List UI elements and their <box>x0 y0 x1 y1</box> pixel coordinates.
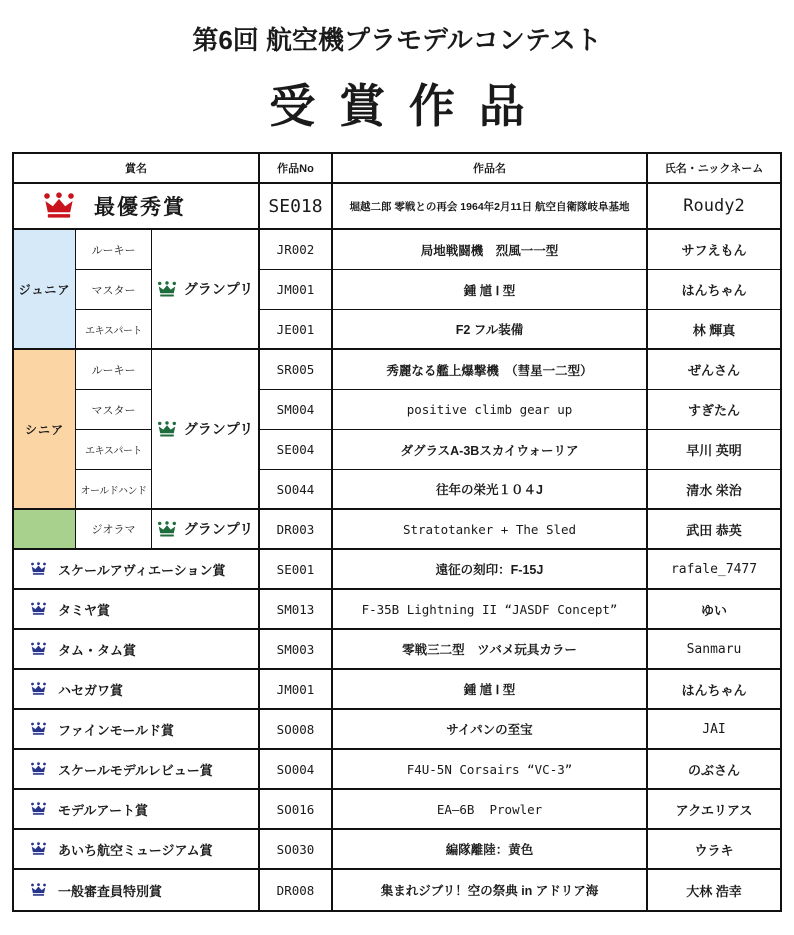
cell-no: SO030 <box>260 830 333 870</box>
grand-prix-cell <box>152 510 260 550</box>
special-award-label: ファインモールド賞 <box>58 722 174 738</box>
cell-no: SM003 <box>260 630 333 670</box>
class-cell: エキスパート <box>76 430 152 470</box>
grand-prix-cell <box>152 350 260 510</box>
special-award-label: モデルアート賞 <box>58 802 148 818</box>
crown-icon <box>30 883 47 897</box>
header-cell-name: 氏名・ニックネーム <box>648 154 780 184</box>
special-award-cell <box>14 630 260 670</box>
cell-work: F-35B Lightning II “JASDF Concept” <box>333 590 648 630</box>
awards-table <box>12 152 782 912</box>
special-award-label: タミヤ賞 <box>58 602 111 618</box>
special-award-label: スケールアヴィエーション賞 <box>58 562 226 578</box>
cell-name: はんちゃん <box>648 670 780 710</box>
cell-work: EA―6B Prowler <box>333 790 648 830</box>
cell-work: Stratotanker + The Sled <box>333 510 648 550</box>
crown-icon <box>30 562 47 576</box>
special-award-cell <box>14 830 260 870</box>
cell-name: Sanmaru <box>648 630 780 670</box>
cell-name: のぶさん <box>648 750 780 790</box>
cell-name: アクエリアス <box>648 790 780 830</box>
crown-icon <box>157 281 177 298</box>
crown-icon <box>30 642 47 656</box>
category-cell: シニア <box>14 350 76 510</box>
cell-no: SE004 <box>260 430 333 470</box>
class-cell: マスター <box>76 270 152 310</box>
cell-name: 林 輝真 <box>648 310 780 350</box>
special-award-cell <box>14 870 260 910</box>
class-cell: ルーキー <box>76 350 152 390</box>
special-award-cell <box>14 550 260 590</box>
category-cell <box>14 510 76 550</box>
class-cell: マスター <box>76 390 152 430</box>
cell-no: SO016 <box>260 790 333 830</box>
class-cell: エキスパート <box>76 310 152 350</box>
grand-prix-cell <box>152 230 260 350</box>
cell-work: F2 フル装備 <box>333 310 648 350</box>
cell-name: サフえもん <box>648 230 780 270</box>
special-award-label: タム・タム賞 <box>58 642 137 658</box>
crown-icon <box>30 802 47 816</box>
cell-work: サイパンの至宝 <box>333 710 648 750</box>
crown-icon <box>30 682 47 696</box>
cell-no: DR008 <box>260 870 333 910</box>
crown-icon <box>42 192 76 220</box>
special-award-label: 一般審査員特別賞 <box>58 883 163 899</box>
cell-work: 鍾 馗 Ⅰ 型 <box>333 670 648 710</box>
grand-prix-label: グランプリ <box>183 521 254 537</box>
cell-work: 集まれジブリ！空の祭典 in アドリア海 <box>333 870 648 910</box>
cell-name: すぎたん <box>648 390 780 430</box>
header-cell-no: 作品No <box>260 154 333 184</box>
crown-icon <box>157 421 177 438</box>
special-award-cell <box>14 670 260 710</box>
special-award-cell <box>14 710 260 750</box>
category-cell: ジュニア <box>14 230 76 350</box>
page-subtitle: 受 賞 作 品 <box>269 80 531 132</box>
crown-icon <box>30 762 47 776</box>
header-cell-work: 作品名 <box>333 154 648 184</box>
cell-no: JM001 <box>260 270 333 310</box>
cell-no: SO004 <box>260 750 333 790</box>
cell-no: SO044 <box>260 470 333 510</box>
special-award-label: スケールモデルレビュー賞 <box>58 762 213 778</box>
cell-name: ぜんさん <box>648 350 780 390</box>
page-title: 第6回 航空機プラモデルコンテスト <box>192 25 602 55</box>
cell-no: SM013 <box>260 590 333 630</box>
cell-no: JM001 <box>260 670 333 710</box>
cell-name: ゆい <box>648 590 780 630</box>
cell-no: SO008 <box>260 710 333 750</box>
cell-work: 往年の栄光１０４J <box>333 470 648 510</box>
cell-no: DR003 <box>260 510 333 550</box>
cell-work: ダグラスA-3Bスカイウォーリア <box>333 430 648 470</box>
crown-icon <box>30 602 47 616</box>
special-award-cell <box>14 750 260 790</box>
crown-icon <box>30 722 47 736</box>
cell-work: 局地戦闘機 烈風一一型 <box>333 230 648 270</box>
cell-name: ウラキ <box>648 830 780 870</box>
top-award-cell <box>14 184 260 230</box>
cell-work: positive climb gear up <box>333 390 648 430</box>
cell-no: JR002 <box>260 230 333 270</box>
class-cell: ジオラマ <box>76 510 152 550</box>
cell-work: 堀越二郎 零戦との再会 1964年2月11日 航空自衛隊岐阜基地 <box>333 184 648 230</box>
special-award-cell <box>14 590 260 630</box>
special-award-cell <box>14 790 260 830</box>
special-award-label: あいち航空ミュージアム賞 <box>58 842 213 858</box>
cell-name: JAI <box>648 710 780 750</box>
cell-work: F4U-5N Corsairs “VC-3” <box>333 750 648 790</box>
crown-icon <box>157 521 177 538</box>
class-cell: オールドハンド <box>76 470 152 510</box>
cell-no: SE018 <box>260 184 333 230</box>
cell-work: 遠征の刻印：F-15J <box>333 550 648 590</box>
header-cell-award: 賞名 <box>14 154 260 184</box>
cell-work: 秀麗なる艦上爆撃機 （彗星一二型） <box>333 350 648 390</box>
cell-work: 鍾 馗 Ⅰ 型 <box>333 270 648 310</box>
cell-work: 零戦三二型 ツバメ玩具カラー <box>333 630 648 670</box>
cell-no: SM004 <box>260 390 333 430</box>
cell-name: rafale_7477 <box>648 550 780 590</box>
top-award-label: 最優秀賞 <box>94 196 186 219</box>
cell-no: JE001 <box>260 310 333 350</box>
cell-name: 武田 恭英 <box>648 510 780 550</box>
grand-prix-label: グランプリ <box>183 281 254 297</box>
cell-no: SR005 <box>260 350 333 390</box>
cell-no: SE001 <box>260 550 333 590</box>
cell-name: はんちゃん <box>648 270 780 310</box>
cell-name: Roudy2 <box>648 184 780 230</box>
cell-name: 清水 栄治 <box>648 470 780 510</box>
cell-name: 早川 英明 <box>648 430 780 470</box>
class-cell: ルーキー <box>76 230 152 270</box>
cell-name: 大林 浩幸 <box>648 870 780 910</box>
grand-prix-label: グランプリ <box>183 421 254 437</box>
special-award-label: ハセガワ賞 <box>58 682 124 698</box>
crown-icon <box>30 842 47 856</box>
cell-work: 編隊離陸：黄色 <box>333 830 648 870</box>
